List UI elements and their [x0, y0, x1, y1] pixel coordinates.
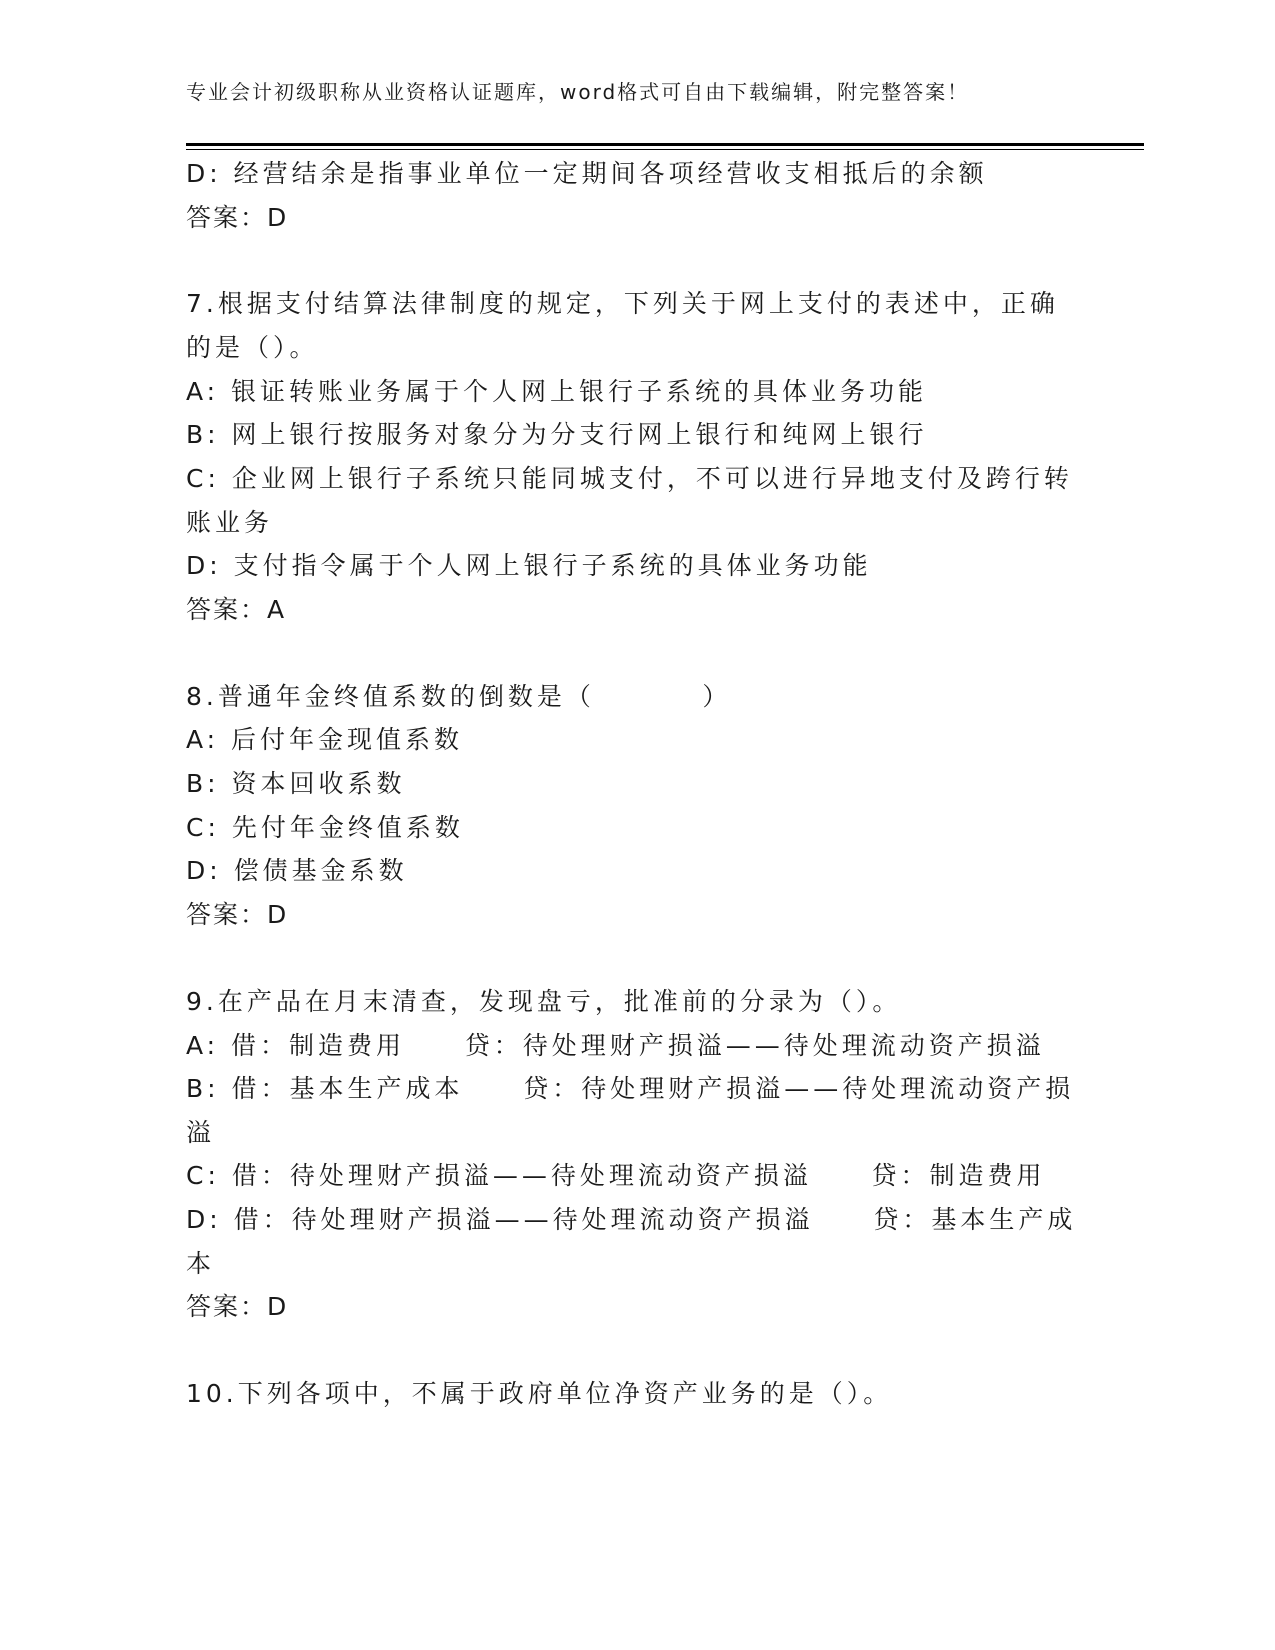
- q8-option-c: C: 先付年金终值系数: [186, 813, 464, 842]
- prev-option-d: D: 经营结余是指事业单位一定期间各项经营收支相抵后的余额: [186, 159, 988, 188]
- q9-answer: 答案：D: [186, 1292, 289, 1321]
- prev-answer: 答案：D: [186, 203, 289, 232]
- q10-stem: 10.下列各项中，不属于政府单位净资产业务的是（）。: [186, 1379, 893, 1408]
- q8-answer: 答案：D: [186, 900, 289, 929]
- q9-option-d-line1: D: 借：待处理财产损溢——待处理流动资产损溢 贷：基本生产成: [186, 1205, 1077, 1234]
- q7-option-c-line1: C: 企业网上银行子系统只能同城支付，不可以进行异地支付及跨行转: [186, 464, 1073, 493]
- header-rule-thick: [186, 143, 1144, 146]
- header-rule-thin: [186, 149, 1144, 150]
- q8-option-a: A: 后付年金现值系数: [186, 725, 464, 754]
- q7-option-d: D: 支付指令属于个人网上银行子系统的具体业务功能: [186, 551, 872, 580]
- q7-answer: 答案：A: [186, 595, 287, 624]
- q7-option-a: A: 银证转账业务属于个人网上银行子系统的具体业务功能: [186, 377, 928, 406]
- page-header: 专业会计初级职称从业资格认证题库，word格式可自由下载编辑，附完整答案！: [186, 80, 970, 104]
- q7-stem-line2: 的是（）。: [186, 333, 319, 362]
- q7-option-c-line2: 账业务: [186, 508, 274, 537]
- q9-option-d-line2: 本: [186, 1249, 216, 1278]
- q9-option-b-line2: 溢: [186, 1118, 216, 1147]
- q8-option-b: B: 资本回收系数: [186, 769, 406, 798]
- q7-stem-line1: 7.根据支付结算法律制度的规定，下列关于网上支付的表述中，正确: [186, 289, 1059, 318]
- q7-option-b: B: 网上银行按服务对象分为分支行网上银行和纯网上银行: [186, 420, 928, 449]
- q9-stem: 9.在产品在月末清查，发现盘亏，批准前的分录为（）。: [186, 987, 902, 1016]
- q8-stem: 8.普通年金终值系数的倒数是（ ）: [186, 682, 732, 711]
- q8-option-d: D: 偿债基金系数: [186, 856, 408, 885]
- q9-option-c: C: 借：待处理财产损溢——待处理流动资产损溢 贷：制造费用: [186, 1161, 1046, 1190]
- q9-option-a: A: 借：制造费用 贷：待处理财产损溢——待处理流动资产损溢: [186, 1031, 1045, 1060]
- q9-option-b-line1: B: 借：基本生产成本 贷：待处理财产损溢——待处理流动资产损: [186, 1074, 1075, 1103]
